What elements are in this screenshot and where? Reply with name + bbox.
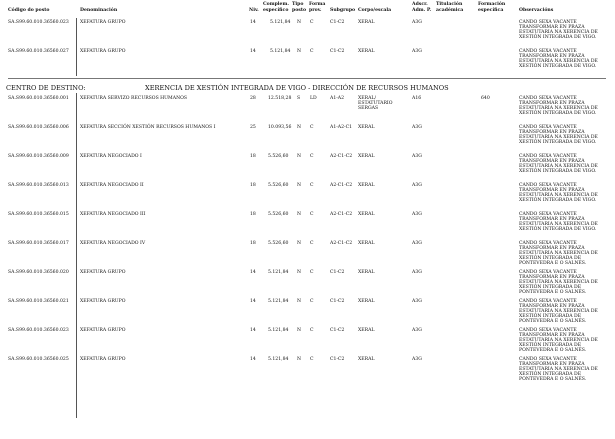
cell-denominacion: XEFATURA GRUPO [80, 328, 126, 333]
cell-complemento: 5.121,84 [268, 328, 289, 333]
cell-niv: 18 [250, 183, 256, 188]
cell-complemento: 5.121,84 [268, 270, 289, 275]
cell-adscr: A16 [412, 96, 422, 101]
cell-complemento: 5.526,60 [268, 241, 289, 246]
table-row [0, 49, 615, 75]
cell-subgrupo: A1-A2-C1 [330, 125, 353, 130]
cell-formacion: 640 [481, 96, 490, 101]
cell-observacions: CANDO SEXA VACANTE TRANSFORMAR EN PRAZA ESTATUTARIA NA XERENCIA DE XESTIÓN INTEGRADA DE VIGO. [519, 20, 598, 40]
cell-subgrupo: C1-C2 [330, 20, 345, 25]
table-row [0, 183, 615, 211]
cell-observacions: CANDO SEXA VACANTE TRANSFORMAR EN PRAZA ESTATUTARIA NA XERENCIA DE XESTIÓN INTEGRADA DE PONTEVEDRA E O SALNÉS. [519, 328, 598, 353]
cell-complemento: 10.093,56 [268, 125, 292, 130]
cell-denominacion: XEFATURA GRUPO [80, 357, 126, 362]
table-row [0, 270, 615, 298]
cell-denominacion: XEFATURA NEGOCIADO II [80, 183, 144, 188]
cell-niv: 28 [250, 96, 256, 101]
cell-denominacion: XEFATURA NEGOCIADO IV [80, 241, 146, 246]
cell-adscr: A3G [412, 299, 422, 304]
cell-corpo: XERAL [358, 357, 375, 362]
cell-tipo: N [297, 125, 302, 130]
cell-forma: C [310, 154, 314, 159]
cell-subgrupo: A2-C1-C2 [330, 212, 353, 217]
cell-niv: 14 [250, 20, 256, 25]
cell-denominacion: XEFATURA GRUPO [80, 49, 126, 54]
cell-niv: 14 [250, 357, 256, 362]
header-adscr: Adscr. [412, 2, 428, 7]
cell-code: SA.S99.60.010.36560.009 [8, 154, 69, 159]
header-complem: Complem. [263, 2, 289, 7]
cell-forma: LD [310, 96, 317, 101]
cell-subgrupo: A2-C1-C2 [330, 241, 353, 246]
cell-niv: 14 [250, 328, 256, 333]
cell-corpo: XERAL [358, 270, 375, 275]
cell-code: SA.S99.60.010.36560.017 [8, 241, 69, 246]
cell-subgrupo: C1-C2 [330, 357, 345, 362]
table-row [0, 212, 615, 240]
cell-niv: 14 [250, 299, 256, 304]
cell-observacions: CANDO SEXA VACANTE TRANSFORMAR EN PRAZA ESTATUTARIA NA XERENCIA DE XESTIÓN INTEGRADA DE VIGO. [519, 154, 598, 174]
cell-observacions: CANDO SEXA VACANTE TRANSFORMAR EN PRAZA ESTATUTARIA NA XERENCIA DE XESTIÓN INTEGRADA DE VIGO. [519, 49, 598, 69]
cell-denominacion: XEFATURA GRUPO [80, 20, 126, 25]
cell-adscr: A3G [412, 125, 422, 130]
cell-code: SA.S99.60.010.36560.027 [8, 49, 69, 54]
cell-denominacion: XEFATURA SERVIZO RECURSOS HUMANOS [80, 96, 188, 101]
cell-corpo: XERAL [358, 212, 375, 217]
cell-code: SA.S99.60.010.36560.015 [8, 212, 69, 217]
cell-adscr: A3G [412, 357, 422, 362]
cell-tipo: N [297, 328, 302, 333]
cell-code: SA.S99.60.010.36560.006 [8, 125, 69, 130]
section-title: XERENCIA DE XESTIÓN INTEGRADA DE VIGO - DIRECCIÓN DE RECURSOS HUMANOS [145, 84, 449, 92]
cell-tipo: N [297, 357, 302, 362]
cell-observacions: CANDO SEXA VACANTE TRANSFORMAR EN PRAZA ESTATUTARIA NA XERENCIA DE XESTIÓN INTEGRADA DE VIGO. [519, 125, 598, 145]
cell-corpo: XERAL [358, 299, 375, 304]
cell-denominacion: XEFATURA GRUPO [80, 270, 126, 275]
header-codigo: Código do posto [8, 8, 50, 13]
cell-complemento: 5.121,84 [268, 299, 289, 304]
cell-forma: C [310, 357, 314, 362]
header-prov: prov. [309, 8, 322, 13]
cell-forma: C [310, 328, 314, 333]
cell-corpo: XERAL [358, 20, 375, 25]
cell-code: SA.S99.60.010.36560.001 [8, 96, 69, 101]
cell-complemento: 5.526,60 [268, 183, 289, 188]
cell-code: SA.S99.60.010.36560.020 [8, 270, 69, 275]
cell-observacions: CANDO SEXA VACANTE TRANSFORMAR EN PRAZA ESTATUTARIA NA XERENCIA DE XESTIÓN INTEGRADA DE PONTEVEDRA E O SALNÉS. [519, 241, 598, 266]
cell-tipo: N [297, 270, 302, 275]
cell-niv: 14 [250, 270, 256, 275]
header-academica: académica [436, 8, 464, 13]
cell-observacions: CANDO SEXA VACANTE TRANSFORMAR EN PRAZA ESTATUTARIA NA XERENCIA DE XESTIÓN INTEGRADA DE PONTEVEDRA E O SALNÉS. [519, 270, 598, 295]
table-row [0, 20, 615, 46]
header-denominacion: Denominación [80, 8, 118, 13]
cell-corpo: XERAL [358, 328, 375, 333]
header-niv: Niv. [249, 8, 259, 13]
header-titulacion: Titulación [436, 2, 463, 7]
table-row [0, 241, 615, 269]
cell-niv: 14 [250, 49, 256, 54]
table-row [0, 357, 615, 385]
cell-observacions: CANDO SEXA VACANTE TRANSFORMAR EN PRAZA ESTATUTARIA NA XERENCIA DE XESTIÓN INTEGRADA DE PONTEVEDRA E O SALNÉS. [519, 299, 598, 324]
cell-complemento: 5.121,84 [270, 49, 291, 54]
header-formacion-especifica: específica [478, 8, 504, 13]
cell-corpo: XERAL/ ESTATUTARIO SERGAS [358, 96, 393, 111]
cell-adscr: A3G [412, 154, 422, 159]
cell-subgrupo: A2-C1-C2 [330, 183, 353, 188]
cell-tipo: N [297, 154, 302, 159]
header-subgrupo: Subgrupo [330, 8, 356, 13]
section-divider [8, 78, 606, 79]
cell-adscr: A3G [412, 183, 422, 188]
cell-tipo: N [297, 241, 302, 246]
cell-observacions: CANDO SEXA VACANTE TRANSFORMAR EN PRAZA ESTATUTARIA NA XERENCIA DE XESTIÓN INTEGRADA DE VIGO. [519, 96, 598, 116]
table-row [0, 299, 615, 327]
cell-tipo: N [297, 49, 302, 54]
header-corpo: Corpo/escala [358, 8, 392, 13]
table-header [0, 0, 615, 16]
table-row [0, 96, 615, 124]
cell-tipo: N [297, 183, 302, 188]
table-row [0, 125, 615, 153]
header-adm: Adm. P. [412, 8, 432, 13]
cell-observacions: CANDO SEXA VACANTE TRANSFORMAR EN PRAZA ESTATUTARIA NA XERENCIA DE XESTIÓN INTEGRADA DE PONTEVEDRA E O SALNÉS. [519, 357, 598, 382]
cell-complemento: 5.526,60 [268, 154, 289, 159]
cell-subgrupo: C1-C2 [330, 49, 345, 54]
header-observacions: Observacións [519, 8, 554, 13]
cell-tipo: N [297, 212, 302, 217]
cell-code: SA.S99.60.010.36560.023 [8, 20, 69, 25]
cell-subgrupo: C1-C2 [330, 299, 345, 304]
cell-subgrupo: A2-C1-C2 [330, 154, 353, 159]
cell-forma: C [310, 125, 314, 130]
cell-niv: 25 [250, 125, 256, 130]
cell-complemento: 5.121,84 [268, 357, 289, 362]
table-row [0, 154, 615, 182]
cell-complemento: 5.121,84 [270, 20, 291, 25]
cell-complemento: 5.526,60 [268, 212, 289, 217]
cell-forma: C [310, 20, 314, 25]
cell-adscr: A3G [412, 49, 422, 54]
header-tipo: Tipo [292, 2, 304, 7]
cell-observacions: CANDO SEXA VACANTE TRANSFORMAR EN PRAZA ESTATUTARIA NA XERENCIA DE XESTIÓN INTEGRADA DE VIGO. [519, 183, 598, 203]
cell-niv: 18 [250, 154, 256, 159]
cell-forma: C [310, 183, 314, 188]
header-formacion: Formación [478, 2, 506, 7]
cell-forma: C [310, 241, 314, 246]
cell-code: SA.S99.60.010.36560.013 [8, 183, 69, 188]
cell-denominacion: XEFATURA GRUPO [80, 299, 126, 304]
cell-tipo: S [297, 96, 301, 101]
cell-tipo: N [297, 299, 302, 304]
cell-corpo: XERAL [358, 154, 375, 159]
cell-adscr: A3G [412, 20, 422, 25]
cell-forma: C [310, 49, 314, 54]
cell-code: SA.S99.60.010.36560.023 [8, 328, 69, 333]
cell-denominacion: XEFATURA SECCIÓN XESTIÓN RECURSOS HUMANOS I [80, 125, 216, 130]
cell-subgrupo: C1-C2 [330, 328, 345, 333]
header-forma: Forma [309, 2, 326, 7]
header-posto: posto [292, 8, 307, 13]
cell-subgrupo: A1-A2 [330, 96, 345, 101]
cell-niv: 18 [250, 241, 256, 246]
header-especifico: específico [263, 8, 289, 13]
cell-adscr: A3G [412, 241, 422, 246]
cell-subgrupo: C1-C2 [330, 270, 345, 275]
cell-corpo: XERAL [358, 241, 375, 246]
cell-code: SA.S99.60.010.36560.025 [8, 357, 69, 362]
cell-corpo: XERAL [358, 183, 375, 188]
cell-complemento: 12.518,28 [268, 96, 292, 101]
cell-adscr: A3G [412, 212, 422, 217]
cell-code: SA.S99.60.010.36560.021 [8, 299, 69, 304]
cell-adscr: A3G [412, 270, 422, 275]
cell-niv: 18 [250, 212, 256, 217]
cell-forma: C [310, 299, 314, 304]
section-label: CENTRO DE DESTINO: [6, 84, 86, 92]
cell-tipo: N [297, 20, 302, 25]
cell-corpo: XERAL [358, 125, 375, 130]
table-row [0, 328, 615, 356]
cell-adscr: A3G [412, 328, 422, 333]
cell-observacions: CANDO SEXA VACANTE TRANSFORMAR EN PRAZA ESTATUTARIA NA XERENCIA DE XESTIÓN INTEGRADA DE VIGO. [519, 212, 598, 232]
cell-forma: C [310, 270, 314, 275]
cell-denominacion: XEFATURA NEGOCIADO I [80, 154, 142, 159]
cell-forma: C [310, 212, 314, 217]
cell-denominacion: XEFATURA NEGOCIADO III [80, 212, 146, 217]
cell-corpo: XERAL [358, 49, 375, 54]
